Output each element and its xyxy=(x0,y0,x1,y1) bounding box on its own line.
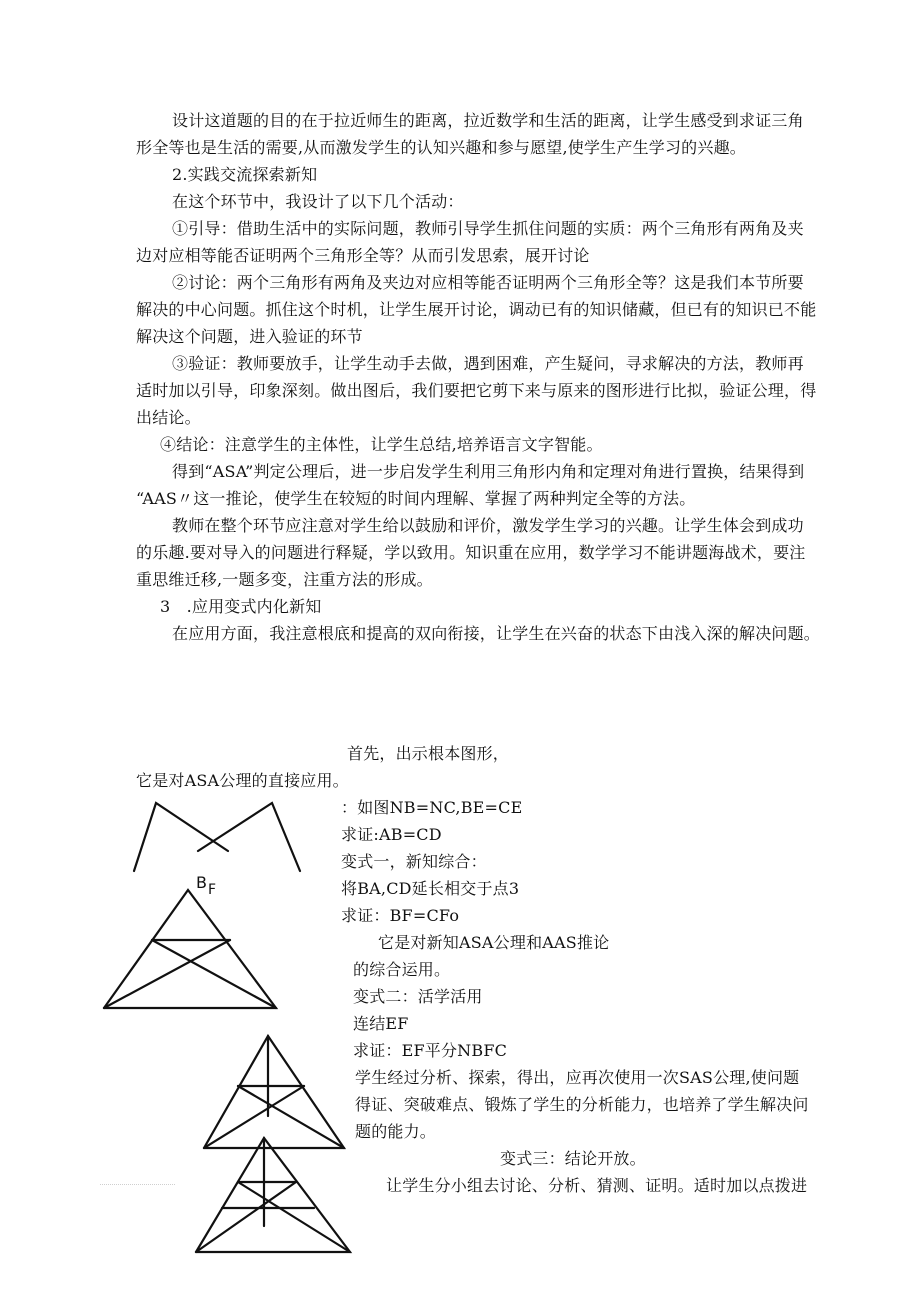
figure-variant-3 xyxy=(190,1132,360,1257)
paragraph-line: 在这个环节中，我设计了以下几个活动： xyxy=(172,192,464,211)
figure-line xyxy=(196,1182,296,1252)
paragraph-line: 教师在整个环节应注意对学生给以鼓励和评价，激发学生学习的兴趣。让学生体会到成功 xyxy=(172,516,804,535)
paragraph-line: 它是对新知ASA公理和AAS推论 xyxy=(378,933,610,952)
prove-statement: 求证：BF=CFo xyxy=(341,906,460,925)
variant-1-title: 变式一，新知综合： xyxy=(341,852,487,871)
paragraph-line: 让学生分小组去讨论、分析、猜测、证明。适时加以点拨进 xyxy=(386,1176,808,1195)
variant-2-title: 变式二：活学活用 xyxy=(353,987,483,1006)
label-b: B xyxy=(196,873,207,892)
paragraph-line: 将BA,CD延长相交于点3 xyxy=(341,879,520,898)
label-f: F xyxy=(208,882,217,898)
paragraph-line: 设计这道题的目的在于拉近师生的距离，拉近数学和生活的距离，让学生感受到求证三角 xyxy=(172,111,804,130)
paragraph-line: ③验证：教师要放手，让学生动手去做，遇到困难，产生疑问，寻求解决的方法，教师再 xyxy=(172,354,804,373)
paragraph-line: 在应用方面，我注意根底和提高的双向衔接，让学生在兴奋的状态下由浅入深的解决问题。 xyxy=(172,624,821,643)
paragraph-line: 它是对ASA公理的直接应用。 xyxy=(136,771,349,790)
paragraph-line: 学生经过分析、探索，得出，应再次使用一次SAS公理,使问题 xyxy=(355,1068,800,1087)
variant-3-title: 变式三：结论开放。 xyxy=(500,1149,646,1168)
paragraph-line: 边对应相等能否证明两个三角形全等？从而引发思索，展开讨论 xyxy=(136,246,590,265)
given-statement: ：如图NB=NC,BE=CE xyxy=(341,798,523,817)
paragraph-line: ②讨论：两个三角形有两角及夹边对应相等能否证明两个三角形全等？这是我们本节所要 xyxy=(172,273,804,292)
paragraph-line: 得证、突破难点、锻炼了学生的分析能力，也培养了学生解决问 xyxy=(355,1095,809,1114)
section-heading-3: 3 .应用变式内化新知 xyxy=(160,597,322,616)
paragraph-line: 题的能力。 xyxy=(355,1122,437,1141)
paragraph-line: 出结论。 xyxy=(136,408,201,427)
paragraph-line: 的综合运用。 xyxy=(353,960,451,979)
paragraph-line: 的乐趣.要对导入的问题进行释疑，学以致用。知识重在应用，数学学习不能讲题海战术，要注 xyxy=(136,543,806,562)
paragraph-line: 解决这个问题，进入验证的环节 xyxy=(136,327,363,346)
paragraph-line: 首先，出示根本图形， xyxy=(347,744,510,763)
figure-line xyxy=(198,803,300,871)
prove-statement: 求证:AB=CD xyxy=(341,825,442,844)
figure-variant-1 xyxy=(100,872,290,1012)
paragraph-line: 得到“ASA”判定公理后，进一步启发学生利用三角形内角和定理对角进行置换，结果得到 xyxy=(172,462,805,481)
paragraph-line: ④结论：注意学生的主体性，让学生总结,培养语言文字智能。 xyxy=(160,435,603,454)
section-heading-2: 2.实践交流探索新知 xyxy=(172,165,318,184)
figure-line xyxy=(238,1182,350,1252)
paragraph-line: ①引导：借助生活中的实际问题，教师引导学生抓住问题的实质：两个三角形有两角及夹 xyxy=(172,219,804,238)
prove-statement: 求证：EF平分NBFC xyxy=(353,1041,508,1060)
paragraph-line: 重思维迁移,一题多变，注重方法的形成。 xyxy=(136,570,433,589)
figure-line xyxy=(104,940,230,1008)
figure-line xyxy=(152,940,276,1008)
figure-basic xyxy=(120,795,320,875)
paragraph-line: 解决的中心问题。抓住这个时机，让学生展开讨论，调动已有的知识储藏，但已有的知识已不能 xyxy=(136,300,817,319)
paragraph-line: 连结EF xyxy=(353,1014,409,1033)
paragraph-line: 形全等也是生活的需要,从而激发学生的认知兴趣和参与愿望,使学生产生学习的兴趣。 xyxy=(136,138,746,157)
figure-line xyxy=(134,803,228,871)
figure-triangle xyxy=(104,890,276,1008)
dotted-rule xyxy=(100,1184,175,1185)
paragraph-line: 适时加以引导，印象深刻。做出图后，我们要把它剪下来与原来的图形进行比拟，验证公理，得 xyxy=(136,381,817,400)
paragraph-line: “AAS〃这一推论，使学生在较短的时间内理解、掌握了两种判定全等的方法。 xyxy=(136,489,696,508)
